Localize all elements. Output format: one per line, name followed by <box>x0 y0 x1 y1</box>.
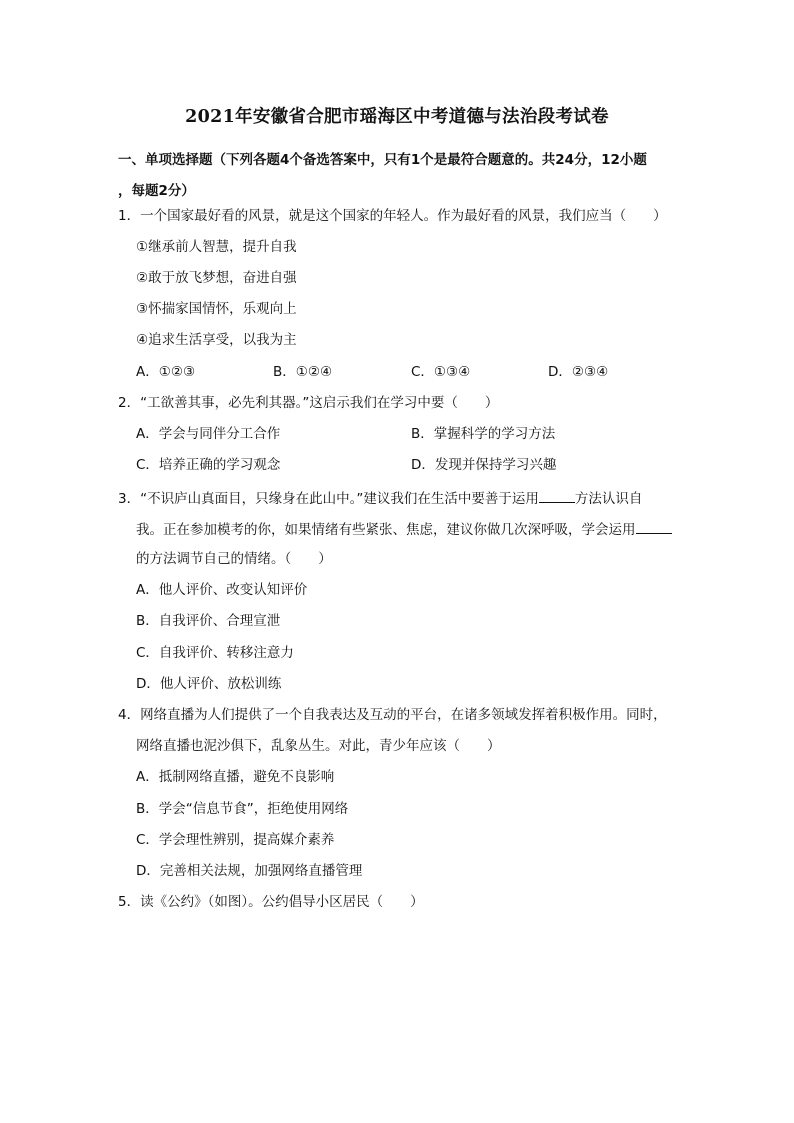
section-heading-line-2: ，每题2分） <box>118 183 195 199</box>
exam-title: 2021年安徽省合肥市瑶海区中考道德与法治段考试卷 <box>185 107 609 127</box>
q1-option-b: B．①②④ <box>273 364 333 380</box>
q1-item-2: ②敢于放飞梦想，奋进自强 <box>136 270 297 286</box>
q3-stem-line-2 <box>136 519 672 539</box>
q3-stem-text-3: 我。正在参加模考的你，如果情绪有些紧张、焦虑，建议你做几次深呼吸，学会运用 <box>136 522 636 538</box>
q4-option-b: B．学会“信息节食”，拒绝使用网络 <box>136 801 349 817</box>
q3-option-d: D．他人评价、放松训练 <box>136 676 282 692</box>
q3-option-a: A．他人评价、改变认知评价 <box>136 582 308 598</box>
section-heading <box>118 145 688 207</box>
q4-option-c: C．学会理性辨别，提高媒介素养 <box>136 832 335 848</box>
q3-stem-text-1: 3．“不识庐山真面目，只缘身在此山中。”建议我们在生活中要善于运用 <box>118 491 539 507</box>
q2-option-d: D．发现并保持学习兴趣 <box>411 457 557 473</box>
q1-option-c: C．①③④ <box>411 364 471 380</box>
q3-stem-line-3: 的方法调节自己的情绪。（ ） <box>136 551 332 567</box>
q3-blank-1 <box>539 488 575 503</box>
q4-option-d: D．完善相关法规，加强网络直播管理 <box>136 863 363 879</box>
q2-option-a: A．学会与同伴分工合作 <box>136 426 281 442</box>
q1-stem: 1．一个国家最好看的风景，就是这个国家的年轻人。作为最好看的风景，我们应当（ ） <box>118 208 667 224</box>
q3-option-b: B．自我评价、合理宣泄 <box>136 613 281 629</box>
q2-option-c: C．培养正确的学习观念 <box>136 457 281 473</box>
q3-stem-line-1 <box>118 488 642 508</box>
q3-blank-2 <box>636 519 672 534</box>
q1-option-d: D．②③④ <box>548 364 609 380</box>
q2-option-b: B．掌握科学的学习方法 <box>411 426 556 442</box>
q1-item-1: ①继承前人智慧，提升自我 <box>136 239 297 255</box>
q4-option-a: A．抵制网络直播，避免不良影响 <box>136 769 335 785</box>
q3-stem-text-2: 方法认识自 <box>574 491 643 507</box>
q4-stem-line-2: 网络直播也泥沙俱下，乱象丛生。对此，青少年应该（ ） <box>136 738 501 754</box>
q3-option-c: C．自我评价、转移注意力 <box>136 645 294 661</box>
q4-stem-line-1: 4．网络直播为人们提供了一个自我表达及互动的平台，在诸多领域发挥着积极作用。同时， <box>118 707 667 723</box>
section-heading-line-1: 一、单项选择题（下列各题4个备选答案中，只有1个是最符合题意的。共24分，12小题 <box>118 152 647 168</box>
q5-stem: 5．读《公约》（如图）。公约倡导小区居民（ ） <box>118 894 424 910</box>
q1-option-a: A．①②③ <box>136 364 196 380</box>
q2-stem: 2．“工欲善其事，必先利其器。”这启示我们在学习中要（ ） <box>118 395 499 411</box>
q1-item-4: ④追求生活享受，以我为主 <box>136 332 297 348</box>
q1-item-3: ③怀揣家国情怀，乐观向上 <box>136 301 297 317</box>
